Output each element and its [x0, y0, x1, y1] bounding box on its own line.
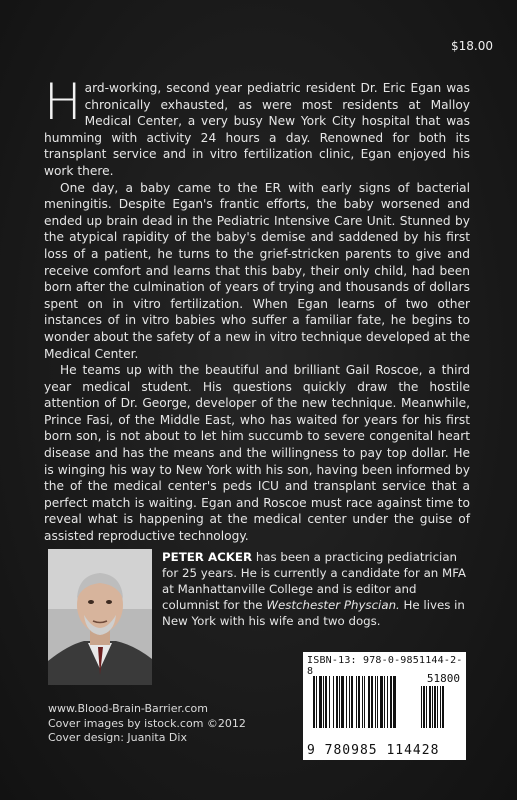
blurb-paragraph-1-text: ard-working, second year pediatric resident Dr. Eric Egan was chronically exhausted, as were most residents at Malloy Medical Center, a very busy New York City hospital that was humming with activity 24 hours a day. Renowned for both its transplant service and in vitro fertilization clinic, Egan enjoyed his work there.	[44, 81, 470, 178]
blurb-paragraph-1	[44, 73, 470, 180]
barcode-bar	[387, 676, 388, 728]
barcode-bar	[349, 676, 350, 728]
barcode-addon-bar	[437, 686, 438, 728]
barcode-bar	[319, 676, 322, 728]
barcode-addon-bar	[423, 686, 425, 728]
barcode-bar	[346, 676, 347, 728]
barcode-addon-bar	[426, 686, 427, 728]
barcode-bar	[375, 676, 376, 728]
book-blurb	[44, 73, 470, 545]
author-bio-text-1: has been a practicing pediatrician for 25 years. He is currently a candidate for an MFA at Manhattanville College and is editor and columnist for the	[162, 550, 466, 612]
barcode-bar	[362, 676, 363, 728]
barcode-addon-bar	[432, 686, 433, 728]
author-portrait-illustration	[48, 549, 152, 685]
barcode-bar	[325, 676, 327, 728]
barcode-bar	[393, 676, 396, 728]
barcode-addon-bar	[442, 686, 444, 728]
barcode-bar	[368, 676, 370, 728]
barcode-bar	[329, 676, 330, 728]
barcode-addon-bar	[440, 686, 441, 728]
isbn-barcode	[303, 652, 466, 760]
barcode-addon-bar	[429, 686, 431, 728]
barcode-addon-bar	[421, 686, 422, 728]
drop-cap: H	[44, 73, 82, 131]
barcode-price-code: 51800	[426, 672, 460, 685]
barcode-bar	[364, 676, 365, 728]
blurb-paragraph-3: He teams up with the beautiful and brilliant Gail Roscoe, a third year medical student. His questions quickly draw the hostile attention of Dr. George, developer of the new technique. Meanwhile, Prince Fasi, of the Middle East, who has waited for years for his first born son, is not about to let him succumb to severe congenital heart disease and has the means and the willingness to pay top dollar. He is winging his way to New York with his son, having been informed by the of the medical center's peds ICU and transplant service that a perfect match is waiting. Egan and Roscoe must race against time to reveal what is happening at the medical center under the guise of assisted reproductive technology.	[44, 363, 470, 544]
barcode-bar	[323, 676, 324, 728]
barcode-bar	[384, 676, 385, 728]
barcode-bar	[358, 676, 360, 728]
barcode-bars	[309, 668, 459, 736]
isbn-text: ISBN-13: 978-0-9851144-2-8	[307, 655, 463, 677]
barcode-addon-bar	[434, 686, 436, 728]
author-photo	[48, 549, 152, 685]
barcode-bar	[341, 676, 344, 728]
barcode-bar	[316, 676, 317, 728]
barcode-digits: 9 780985 114428	[307, 743, 440, 758]
website-url: www.Blood-Brain-Barrier.com	[48, 702, 208, 715]
price-label: $18.00	[451, 39, 493, 53]
barcode-bar	[371, 676, 373, 728]
cover-credits	[48, 702, 246, 746]
barcode-bar	[380, 676, 383, 728]
barcode-bar	[333, 676, 334, 728]
barcode-bar	[339, 676, 340, 728]
blurb-paragraph-2: One day, a baby came to the ER with early signs of bacterial meningitis. Despite Egan's frantic efforts, the baby worsened and ended up brain dead in the Pediatric Intensive Care Unit. Stunned by the atypical rapidity of the baby's demise and saddened by his first loss of a patient, he turns to the grief-stricken parents to give and receive comfort and learns that this baby, their only child, had been born after the culmination of years of trying and thousands of dollars spent on in vitro fertilization. When Egan learns of two other instances of in vitro babies who suffer a familiar fate, he begins to wonder about the safety of a new in vitro technique developed at the Medical Center.	[44, 180, 470, 361]
author-publication: Westchester Physcian.	[266, 598, 400, 612]
barcode-bar	[390, 676, 392, 728]
cover-images-credit: Cover images by istock.com ©2012	[48, 716, 246, 730]
barcode-bar	[377, 676, 378, 728]
cover-design-credit: Cover design: Juanita Dix	[48, 731, 187, 744]
author-bio	[162, 549, 467, 629]
barcode-bar	[351, 676, 353, 728]
author-bio-text-2: He lives in New York with his wife and two dogs.	[162, 598, 465, 628]
barcode-bar	[356, 676, 357, 728]
barcode-bar	[313, 676, 315, 728]
barcode-bar	[336, 676, 338, 728]
author-name: PETER ACKER	[162, 550, 253, 564]
